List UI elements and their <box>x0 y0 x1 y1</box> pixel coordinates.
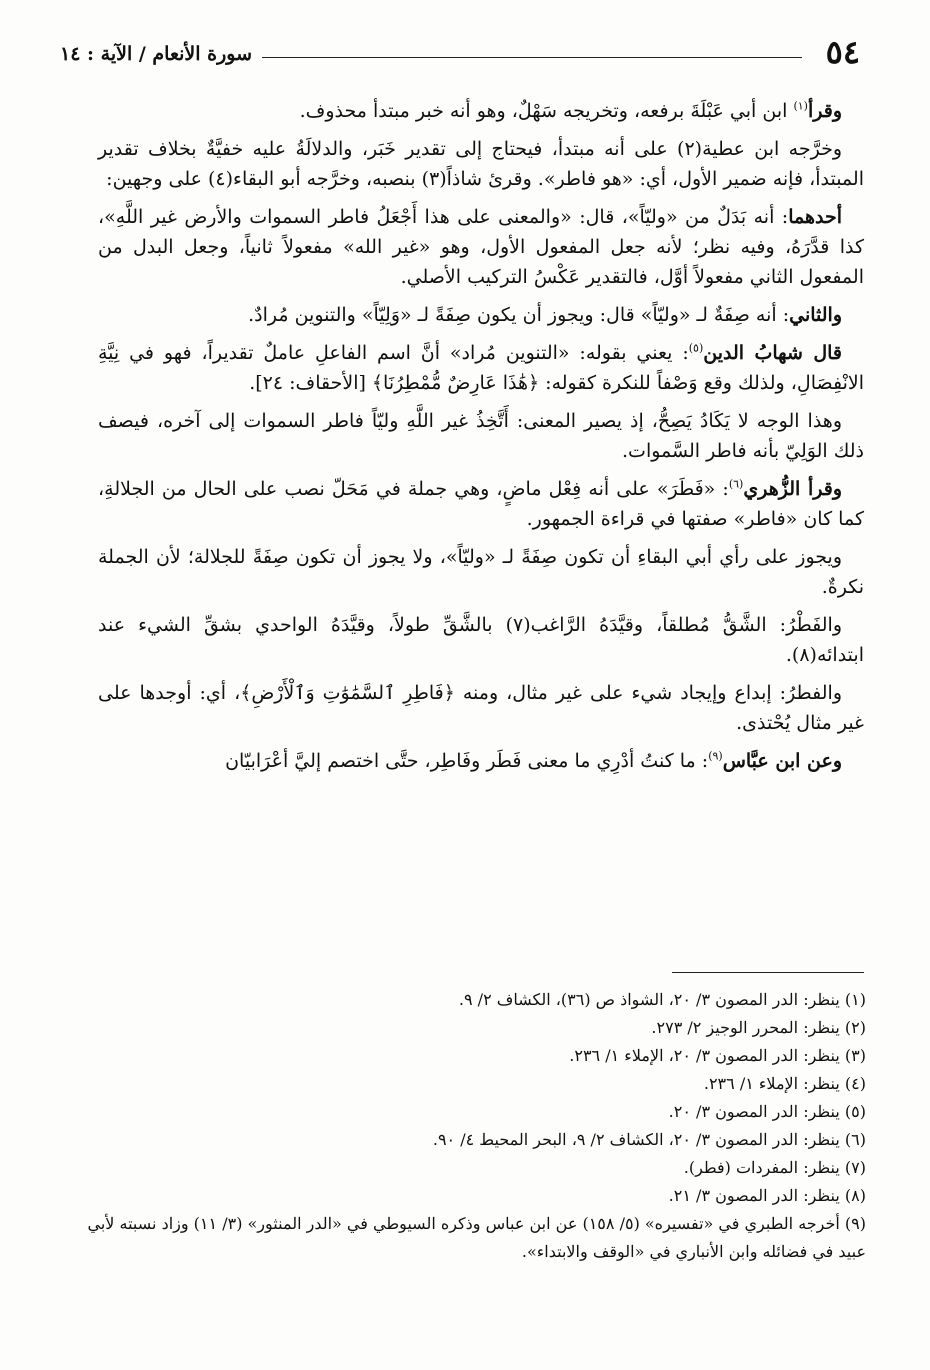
footnote-item: (٦) ينظر: الدر المصون ٣/ ٢٠، الكشاف ٢/ ٩، البحر المحيط ٤/ ٩٠. <box>432 1130 866 1149</box>
page-number: ٥٤ <box>825 33 860 71</box>
footnote-item: (٧) ينظر: المفردات (فطر). <box>683 1158 866 1177</box>
paragraph-lead: وقرأ الزُّهري <box>743 478 842 500</box>
paragraph <box>98 746 864 776</box>
footnotes <box>74 986 866 1266</box>
footnote-ref: (٥) <box>688 341 704 355</box>
paragraph-text: : يعني بقوله: «التنوين مُراد» أنَّ اسم الفاعلِ عاملٌ تقديراً، فهو في نِيَّةِ الانْفِصَالِ، ولذلك وقع وَصْفاً للنكرة كقوله: ﴿هَٰذَا عَارِضٌ مُّمْطِرُنَا﴾ [الأحقاف: ٢٤]. <box>98 342 864 394</box>
paragraph <box>98 474 864 534</box>
paragraph <box>98 406 864 466</box>
paragraph-text: : أنه صِفَةٌ لـ «وليّاً» قال: ويجوز أن يكون صِفَةً لـ «وَلِيّاً» والتنوين مُرادٌ. <box>248 304 790 326</box>
page-header <box>60 28 860 76</box>
paragraph <box>98 134 864 194</box>
paragraph <box>98 338 864 398</box>
footnote-item: (٩) أخرجه الطبري في «تفسيره» (٥/ ١٥٨) عن ابن عباس وذكره السيوطي في «الدر المنثور» (٣/ ١١) وزاد نسبته لأبي عبيد في فضائله وابن الأنباري في «الوقف والابتداء». <box>87 1214 866 1261</box>
paragraph <box>98 96 864 126</box>
paragraph-lead: قال شهابُ الدين <box>703 342 842 364</box>
footnote-item: (٨) ينظر: الدر المصون ٣/ ٢١. <box>668 1186 866 1205</box>
footnote-item: (٥) ينظر: الدر المصون ٣/ ٢٠. <box>668 1102 866 1121</box>
paragraph-lead: أحدهما <box>788 206 842 228</box>
header-rule <box>262 57 802 58</box>
footnote-ref: (١) <box>793 99 808 113</box>
paragraph <box>98 300 864 330</box>
surah-label: سورة الأنعام / الآية : ١٤ <box>60 43 253 65</box>
paragraph <box>98 202 864 292</box>
paragraph-lead: والثاني <box>789 304 842 326</box>
paragraph-text: : ما كنتُ أدْرِي ما معنى فَطَر وفَاطِر، حتَّى اختصم إليَّ أعْرَابيّان <box>225 750 709 772</box>
paragraph-text: والفطرُ: إبداع وإيجاد شيء على غير مثال، ومنه ﴿فَاطِرِ ٱلسَّمَٰوَٰتِ وَٱلْأَرْضِ﴾، أي: أوجدها على غير مثال يُحْتذى. <box>98 682 864 734</box>
paragraph-text: وخرَّجه ابن عطية(٢) على أنه مبتدأ، فيحتاج إلى تقدير خَبَر، والدلالَةُ عليه خفيَّةٌ بخلاف تقدير المبتدأ، فإنه ضمير الأول، أي: «هو فاطر». وقرئ شاذاً(٣) بنصبه، وخرَّجه أبو البقاء(٤) على وجهين: <box>98 138 864 190</box>
footnote-item: (٢) ينظر: المحرر الوجيز ٢/ ٢٧٣. <box>651 1018 866 1037</box>
footnote-separator <box>672 972 864 973</box>
paragraph-text: وهذا الوجه لا يَكَادُ يَصِحُّ، إذ يصير المعنى: أَتَّخِذُ غير اللَّهِ وليّاً فاطر السموات إلى آخره، فيصف ذلك الوَلِيّ بأنه فاطر السَّموات. <box>98 410 864 462</box>
footnote-ref: (٩) <box>708 749 723 763</box>
paragraph <box>98 542 864 602</box>
paragraph <box>98 610 864 670</box>
paragraph <box>98 678 864 738</box>
paragraph-text: : «فَطَرَ» على أنه فِعْل ماضٍ، وهي جملة في مَحَلّ نصب على الحال من الجلالةِ، كما كان «فاطر» صفتها في قراءة الجمهور. <box>98 478 864 530</box>
footnote-item: (٤) ينظر: الإملاء ١/ ٢٣٦. <box>703 1074 866 1093</box>
main-text <box>98 96 864 784</box>
paragraph-text: ابن أبي عَبْلَةَ برفعه، وتخريجه سَهْلٌ، وهو أنه خبر مبتدأ محذوف. <box>299 100 794 122</box>
paragraph-text: والفَطْرُ: الشَّقُّ مُطلقاً، وقيَّدَهُ الرَّاغب(٧) بالشَّقِّ طولاً، وقيَّدَهُ الواحدي بشقِّ الشيء عند ابتدائه(٨). <box>98 614 864 666</box>
paragraph-lead: وقرأ <box>807 100 842 122</box>
paragraph-lead: وعن ابن عبَّاس <box>722 750 842 772</box>
footnote-ref: (٦) <box>728 477 744 491</box>
paragraph-text: ويجوز على رأي أبي البقاءِ أن تكون صِفَةً لـ «وليّاً»، ولا يجوز أن تكون صِفَةً للجلالة؛ لأن الجملة نكرةٌ. <box>98 546 864 598</box>
paragraph-text: : أنه بَدَلٌ من «وليّاً»، قال: «والمعنى على هذا أَجْعَلُ فاطر السموات والأرض غير اللَّهِ»، كذا قدَّرَهُ، وفيه نظر؛ لأنه جعل المفعول الأول، وهو «غير الله» مفعولاً ثانياً، وجعل البدل من المفعول الثاني مفعولاً أوَّل، فالتقدير عَكْسُ التركيب الأصلي. <box>98 206 864 288</box>
footnote-item: (١) ينظر: الدر المصون ٣/ ٢٠، الشواذ ص (٣٦)، الكشاف ٢/ ٩. <box>458 990 866 1009</box>
footnote-item: (٣) ينظر: الدر المصون ٣/ ٢٠، الإملاء ١/ ٢٣٦. <box>569 1046 866 1065</box>
